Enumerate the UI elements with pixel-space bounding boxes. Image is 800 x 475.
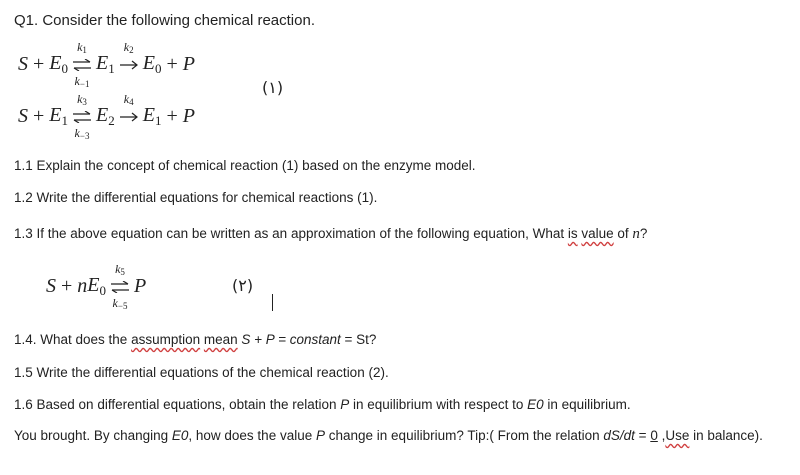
enzyme-e0: $E_0$ (49, 52, 68, 76)
spellcheck-word-is: is (567, 226, 578, 241)
question-title: Q1. Consider the following chemical reaction. (14, 12, 315, 29)
text-cursor (272, 294, 273, 311)
question-1-3: 1.3 If the above equation can be written as an approximation of the following equation, What is value of n? (14, 226, 648, 242)
equilibrium-arrows-icon (111, 281, 129, 293)
question-1-4: 1.4. What does the assumption mean S + P = constant = St? (14, 332, 377, 347)
coefficient-n: n (77, 275, 88, 297)
reaction1-line1 (18, 39, 195, 89)
reversible-arrow-k5: k5 k−5 (112, 261, 128, 311)
product-p: P (134, 275, 147, 297)
complex-e1: $E_1$ (96, 52, 115, 76)
product-p: P (182, 105, 195, 127)
spellcheck-word-value: value (581, 226, 614, 241)
equilibrium-arrows-icon (73, 111, 91, 123)
complex-e1: $E_1$ (49, 104, 68, 128)
substrate-s: S (18, 105, 28, 127)
enzyme-e0: $E_0$ (87, 274, 106, 298)
plus-sign: + (33, 105, 45, 127)
reversible-arrow-k3: k3 k−3 (74, 91, 90, 141)
spellcheck-word-assumption: assumption (131, 332, 201, 347)
reaction2-label: (٢) (232, 276, 254, 295)
right-arrow-icon (120, 111, 138, 123)
question-1-1: 1.1 Explain the concept of chemical reaction (1) based on the enzyme model. (14, 158, 476, 173)
plus-sign: + (166, 53, 178, 75)
forward-arrow-k4: k4 (118, 107, 140, 127)
plus-sign: + (33, 53, 45, 75)
reaction2 (46, 261, 147, 311)
forward-arrow-k2: k2 (118, 55, 140, 75)
question-1-6: 1.6 Based on differential equations, obtain the relation P in equilibrium with respect to E0 in equilibrium. (14, 397, 631, 412)
reaction1-label: (١) (262, 78, 284, 97)
reversible-arrow-k1: k1 k−1 (74, 39, 90, 89)
question-1-5: 1.5 Write the differential equations of the chemical reaction (2). (14, 365, 389, 380)
spellcheck-word-use: Use (665, 428, 690, 443)
reaction1-line2 (18, 91, 195, 141)
spellcheck-word-mean: mean (203, 332, 238, 347)
substrate-s: S (18, 53, 28, 75)
equilibrium-arrows-icon (73, 59, 91, 71)
complex-e1-product: $E_1$ (142, 104, 162, 128)
substrate-s: S (46, 275, 56, 297)
plus-sign: + (166, 105, 178, 127)
complex-e2: $E_2$ (96, 104, 115, 128)
question-1-2: 1.2 Write the differential equations for chemical reactions (1). (14, 190, 378, 205)
product-p: P (182, 53, 195, 75)
final-question: You brought. By changing E0, how does the value P change in equilibrium? Tip:( From the relation dS/dt = 0 ,Use in balance). (14, 428, 763, 443)
plus-sign: + (61, 275, 73, 297)
enzyme-e0-product: $E_0$ (142, 52, 162, 76)
right-arrow-icon (120, 59, 138, 71)
